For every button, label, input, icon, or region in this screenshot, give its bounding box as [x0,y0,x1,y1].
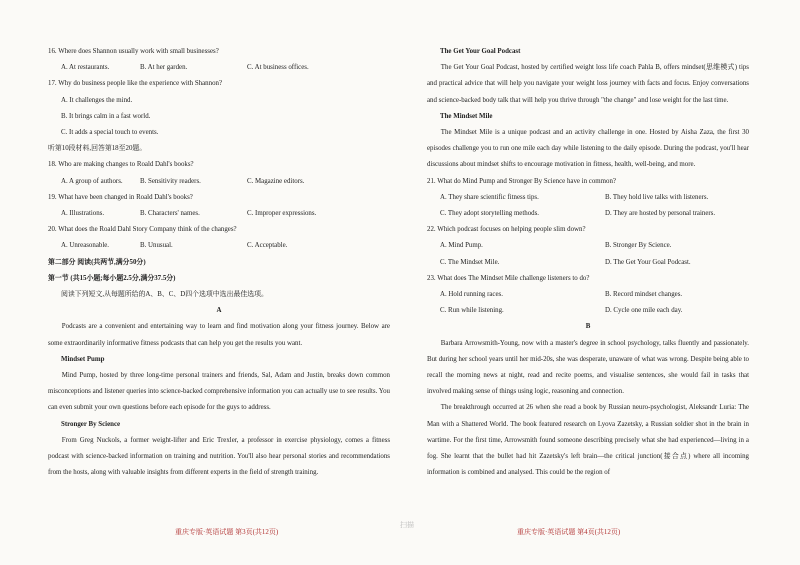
question-18-options [48,174,390,190]
option: C. They adopt storytelling methods. [440,210,540,218]
option: A. They share scientific fitness tips. [440,193,539,201]
passage-b-paragraph-2: The breakthrough occurred at 26 when she read a book by Russian neuro-psychologist, Aleksandr Luria: The Man with a Shattered World. The book featured research on Lyova Zazetsky, a Russian soldier shot in the brain in wartime. For the first time, Arrowsmith found someone describing precisely what she had experienced—living in a fog. She learnt that the bullet had hit Zazetsky's left brain—the critical junction(接合点) where all incoming information is combined and analysed. This could be the region of [427,404,749,477]
option: A. Mind Pump. [440,242,483,250]
watermark: 扫描 [400,521,414,529]
question-18: 18. Who are making changes to Roald Dahl's books? [48,161,194,169]
passage-b-label: B [585,323,591,331]
option: B. Record mindset changes. [605,291,683,299]
question-16-options [48,60,390,76]
option: A. A group of authors. [61,177,123,185]
option: B. They hold live talks with listeners. [605,193,709,201]
passage-b-paragraph-1: Barbara Arrowsmith-Young, now with a master's degree in school psychology, talks fluently and passionately. But during her school years until her mid-20s, she was desperate, unaware of what was wrong. Despite being able to recall the morning news at night, read and recite poems, and visualise sentences, she would fail in tasks that involved making sense of things using logic, reasoning and connection. [427,339,749,396]
option: A. Unreasonable. [61,242,110,250]
section-one-heading: 第一节 (共15小题;每小题2.5分,满分37.5分) [48,274,176,282]
question-19: 19. What have been changed in Roald Dahl's books? [48,193,193,201]
option: A. It challenges the mind. [61,96,133,104]
question-20: 20. What does the Roald Dahl Story Company think of the changes? [48,226,237,234]
mind-pump-paragraph: Mind Pump, hosted by three long-time personal trainers and friends, Sal, Adam and Justin, breaks down common misconceptions and listener queries into science-backed comprehensive information you can actually use to see results. You can even submit your own questions before each episode for the guys to address. [48,372,390,412]
question-22-options-cd [427,255,749,271]
footer-page-3: 重庆专版·英语试题 第3页(共12页) [175,528,279,536]
get-your-goal-heading: The Get Your Goal Podcast [440,48,521,55]
option: C. Acceptable. [247,242,288,250]
footer-page-4: 重庆专版·英语试题 第4页(共12页) [517,528,621,536]
part-two-heading: 第二部分 阅读(共两节,满分50分) [48,258,146,266]
passage-a-intro: Podcasts are a convenient and entertaining way to learn and find motivation along your fitness journey. Below are some extraordinarily informative fitness podcasts that can help you get the results you want. [48,323,390,347]
option: C. Improper expressions. [247,210,317,218]
mindset-mile-heading: The Mindset Mile [440,112,493,120]
option: B. It brings calm in a fast world. [61,112,151,120]
get-your-goal-paragraph: The Get Your Goal Podcast, hosted by certified weight loss life coach Pahla B, offers mindset(思维模式) tips and practical advice that will help you navigate your weight loss journey with facts and focus. Enjoy conversations and science-backed body talk that will help you thrive through "the change" and lose weight for the last time. [427,64,749,104]
listening-material-note: 听第10段材料,回答第18至20题。 [48,145,147,153]
question-22-options-ab [427,238,749,254]
option: C. The Mindset Mile. [440,258,500,266]
reading-instruction: 阅读下列短文,从每题所给的A、B、C、D四个选项中选出最佳选项。 [61,291,268,299]
option: C. At business offices. [247,64,309,72]
question-20-options [48,238,390,254]
option: D. They are hosted by personal trainers. [605,210,716,218]
option: B. At her garden. [140,64,188,72]
option: C. Magazine editors. [247,177,305,185]
stronger-by-science-paragraph: From Greg Nuckols, a former weight-lifter and Eric Trexler, a professor in exercise physiology, comes a fitness podcast with science-backed information on training and nutrition. You'll also hear personal stories and recommendations from the hosts, along with valuable insights from different experts in the field of strength training. [48,436,390,477]
option: B. Sensitivity readers. [140,177,201,185]
question-17: 17. Why do business people like the experience with Shannon? [48,80,223,88]
question-22: 22. Which podcast focuses on helping people slim down? [427,226,586,234]
option: C. It adds a special touch to events. [61,129,159,137]
option: D. The Get Your Goal Podcast. [605,258,691,266]
option: D. Cycle one mile each day. [605,307,683,315]
question-23-options-cd [427,303,749,319]
option: A. Hold running races. [440,291,503,299]
question-21-options-cd [427,206,749,222]
question-21: 21. What do Mind Pump and Stronger By Science have in common? [427,177,616,185]
option: A. At restaurants. [61,64,110,72]
passage-a-label: A [216,307,222,315]
option: A. Illustrations. [61,210,105,218]
mind-pump-heading: Mindset Pump [61,355,105,363]
question-23-options-ab [427,287,749,303]
stronger-by-science-heading: Stronger By Science [61,420,121,428]
option: B. Characters' names. [140,210,200,218]
mindset-mile-paragraph: The Mindset Mile is a unique podcast and an activity challenge in one. Hosted by Aisha Zaza, the first 30 episodes challenge you to run one mile each day while listening to the daily episode. During the podcast, you'll hear discussions about mindset shifts to encourage motivation in fitness, health, well-being, and more. [427,129,749,169]
question-16: 16. Where does Shannon usually work with small businesses? [48,48,219,55]
option: C. Run while listening. [440,307,504,315]
question-23: 23. What does The Mindset Mile challenge listeners to do? [427,274,590,282]
option: B. Stronger By Science. [605,242,672,250]
question-19-options [48,206,390,222]
option: B. Unusual. [140,242,173,250]
question-21-options-ab [427,190,749,206]
left-column [48,44,390,481]
right-column [427,44,749,481]
